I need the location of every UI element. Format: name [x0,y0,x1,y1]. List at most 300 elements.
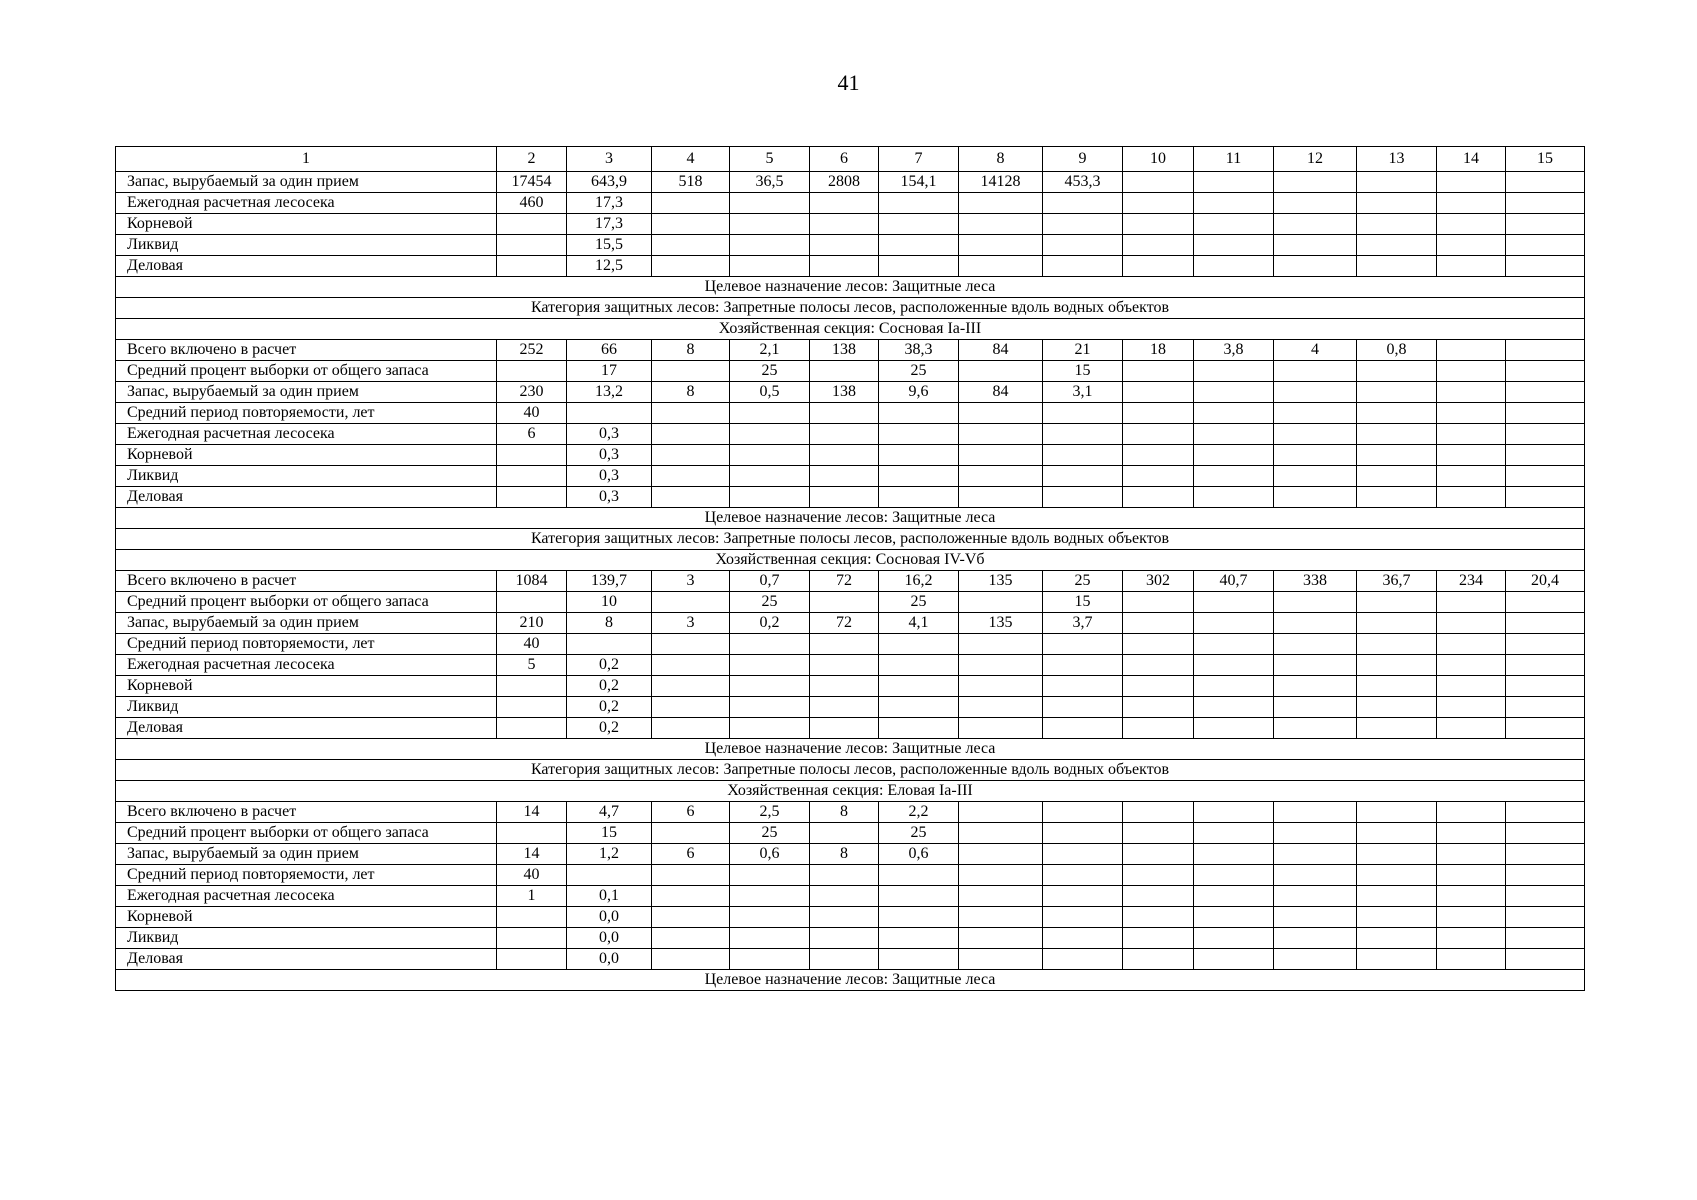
table-cell [959,193,1043,214]
row-label: Деловая [116,256,497,277]
table-cell [1437,592,1506,613]
table-cell [1043,445,1123,466]
section-row [116,781,1585,802]
section-row [116,529,1585,550]
table-cell: 338 [1274,571,1357,592]
table-cell [497,676,567,697]
table-cell [1437,886,1506,907]
table-row [116,655,1585,676]
table-cell [1043,424,1123,445]
table-cell [1194,592,1274,613]
table-cell: 9,6 [879,382,959,403]
table-cell [1123,718,1194,739]
table-row [116,865,1585,886]
column-number: 4 [652,147,730,172]
table-cell: 8 [810,802,879,823]
table-row [116,193,1585,214]
table-row [116,613,1585,634]
row-label: Деловая [116,949,497,970]
table-cell [1506,382,1585,403]
table-cell [959,718,1043,739]
table-cell [652,361,730,382]
table-cell: 0,2 [567,655,652,676]
table-cell [1194,466,1274,487]
section-row [116,298,1585,319]
table-cell: 0,0 [567,949,652,970]
column-number: 3 [567,147,652,172]
table-cell [810,235,879,256]
table-cell [1194,445,1274,466]
table-cell: 66 [567,340,652,361]
table-cell [1357,487,1437,508]
table-cell: 8 [567,613,652,634]
table-cell [652,193,730,214]
table-cell [1043,928,1123,949]
table-cell: 1,2 [567,844,652,865]
table-cell [730,655,810,676]
table-row [116,214,1585,235]
table-cell [1043,256,1123,277]
table-cell: 15 [1043,592,1123,613]
table-cell [1043,214,1123,235]
table-cell [1274,697,1357,718]
table-cell [1123,466,1194,487]
table-cell: 72 [810,613,879,634]
table-cell: 0,3 [567,466,652,487]
table-row [116,592,1585,613]
table-cell: 25 [1043,571,1123,592]
table-cell: 0,2 [730,613,810,634]
row-label: Запас, вырубаемый за один прием [116,613,497,634]
table-cell [1274,466,1357,487]
table-cell: 0,2 [567,676,652,697]
table-cell [1123,424,1194,445]
table-cell [1194,823,1274,844]
table-cell [497,823,567,844]
table-cell [1506,718,1585,739]
row-label: Запас, вырубаемый за один прием [116,382,497,403]
table-cell [1043,655,1123,676]
table-cell [1357,928,1437,949]
table-cell [1506,613,1585,634]
table-cell [1506,907,1585,928]
table-cell [879,487,959,508]
table-cell [652,424,730,445]
table-cell [1437,382,1506,403]
table-cell: 0,2 [567,697,652,718]
table-cell [1357,235,1437,256]
table-cell [1437,172,1506,193]
table-cell [1437,697,1506,718]
row-label: Ликвид [116,466,497,487]
table-cell [879,193,959,214]
table-cell [1506,256,1585,277]
row-label: Корневой [116,445,497,466]
table-cell [1123,676,1194,697]
table-cell [730,487,810,508]
table-cell [1274,172,1357,193]
table-cell [810,592,879,613]
table-row [116,172,1585,193]
table-row [116,340,1585,361]
row-label: Всего включено в расчет [116,340,497,361]
table-cell: 1084 [497,571,567,592]
table-cell: 5 [497,655,567,676]
table-cell: 25 [730,823,810,844]
table-cell [879,907,959,928]
table-cell: 4,1 [879,613,959,634]
table-cell [1194,802,1274,823]
table-cell [730,928,810,949]
table-row [116,823,1585,844]
table-cell [1357,592,1437,613]
table-cell [959,235,1043,256]
table-cell [730,466,810,487]
table-cell [1043,865,1123,886]
table-cell [1357,424,1437,445]
row-label: Ликвид [116,697,497,718]
table-cell: 4,7 [567,802,652,823]
table-cell: 2,5 [730,802,810,823]
table-cell [1123,823,1194,844]
table-cell [959,256,1043,277]
table-cell [497,214,567,235]
section-heading: Целевое назначение лесов: Защитные леса [116,277,1585,298]
table-cell [1043,907,1123,928]
table-cell [652,592,730,613]
table-cell [1123,907,1194,928]
table-cell [1043,949,1123,970]
table-cell: 40 [497,403,567,424]
table-cell: 3,8 [1194,340,1274,361]
table-cell: 210 [497,613,567,634]
table-cell [959,907,1043,928]
row-label: Средний период повторяемости, лет [116,403,497,424]
table-cell [1506,802,1585,823]
table-cell [1357,382,1437,403]
table-cell: 154,1 [879,172,959,193]
table-cell [652,403,730,424]
table-cell: 17,3 [567,214,652,235]
table-row [116,676,1585,697]
table-cell [1357,697,1437,718]
table-cell: 25 [879,361,959,382]
table-cell [1274,361,1357,382]
table-cell [497,697,567,718]
table-cell [1123,928,1194,949]
table-cell [1506,424,1585,445]
table-cell [1506,634,1585,655]
table-cell [1506,403,1585,424]
table-cell [1274,676,1357,697]
table-cell [1123,382,1194,403]
section-row [116,760,1585,781]
table-cell [810,466,879,487]
table-cell [959,949,1043,970]
table-cell [879,424,959,445]
table-cell: 0,8 [1357,340,1437,361]
table-cell: 453,3 [1043,172,1123,193]
table-cell [1274,949,1357,970]
table-cell: 10 [567,592,652,613]
table-cell [810,256,879,277]
table-cell [1194,886,1274,907]
row-label: Всего включено в расчет [116,571,497,592]
table-row [116,361,1585,382]
table-cell [810,949,879,970]
table-cell [1123,361,1194,382]
table-cell [1506,592,1585,613]
table-cell: 36,5 [730,172,810,193]
table-cell: 3,7 [1043,613,1123,634]
table-cell: 2,2 [879,802,959,823]
table-cell: 3,1 [1043,382,1123,403]
table-row [116,949,1585,970]
table-row [116,886,1585,907]
table-cell [810,823,879,844]
table-cell [1274,844,1357,865]
table-cell [879,886,959,907]
table-cell [1194,697,1274,718]
table-cell [1357,823,1437,844]
table-cell: 21 [1043,340,1123,361]
table-cell [1123,634,1194,655]
table-cell [1194,844,1274,865]
table-cell [1274,403,1357,424]
row-label: Ежегодная расчетная лесосека [116,424,497,445]
table-cell [810,634,879,655]
section-heading: Категория защитных лесов: Запретные полосы лесов, расположенные вдоль водных объектов [116,529,1585,550]
table-cell [810,403,879,424]
table-cell [497,949,567,970]
table-cell [730,865,810,886]
table-cell [1274,823,1357,844]
row-label: Средний период повторяемости, лет [116,865,497,886]
table-cell: 38,3 [879,340,959,361]
section-heading: Категория защитных лесов: Запретные полосы лесов, расположенные вдоль водных объектов [116,298,1585,319]
table-cell [730,718,810,739]
table-cell: 139,7 [567,571,652,592]
table-cell [652,907,730,928]
table-cell: 0,3 [567,424,652,445]
table-cell [730,634,810,655]
table-cell [1506,865,1585,886]
table-cell: 20,4 [1506,571,1585,592]
table-cell [959,466,1043,487]
table-cell [1437,718,1506,739]
table-cell [959,361,1043,382]
table-cell: 8 [652,340,730,361]
row-label: Деловая [116,487,497,508]
table-row [116,928,1585,949]
table-cell [1506,193,1585,214]
table-cell: 25 [730,592,810,613]
table-cell: 25 [879,823,959,844]
table-cell [959,697,1043,718]
table-cell [652,676,730,697]
table-cell [652,466,730,487]
table-cell: 18 [1123,340,1194,361]
table-cell [1043,886,1123,907]
table-cell [1437,907,1506,928]
table-cell: 518 [652,172,730,193]
table-cell: 14 [497,802,567,823]
table-cell: 0,7 [730,571,810,592]
column-number: 11 [1194,147,1274,172]
table-cell: 138 [810,340,879,361]
table-cell [730,235,810,256]
row-label: Ежегодная расчетная лесосека [116,655,497,676]
section-row [116,277,1585,298]
table-cell [730,907,810,928]
table-cell [1357,613,1437,634]
table-cell [959,487,1043,508]
table-cell [1194,172,1274,193]
table-cell [652,949,730,970]
table-cell: 138 [810,382,879,403]
table-cell [652,928,730,949]
section-row [116,508,1585,529]
table-cell [652,634,730,655]
table-cell [730,445,810,466]
table-cell [810,445,879,466]
table-cell [1437,193,1506,214]
table-row [116,697,1585,718]
table-cell [1194,655,1274,676]
table-cell: 17454 [497,172,567,193]
table-cell [1274,634,1357,655]
table-cell: 2,1 [730,340,810,361]
table-cell: 0,0 [567,928,652,949]
table-cell [1274,886,1357,907]
table-cell [1437,949,1506,970]
table-cell [879,214,959,235]
table-cell [1194,193,1274,214]
table-cell [1123,445,1194,466]
column-number: 7 [879,147,959,172]
table-cell: 135 [959,571,1043,592]
column-number: 9 [1043,147,1123,172]
table-cell [1274,655,1357,676]
table-cell: 14128 [959,172,1043,193]
table-cell [1437,361,1506,382]
table-cell [879,697,959,718]
table-cell [879,466,959,487]
table-cell: 40 [497,634,567,655]
table-cell [652,445,730,466]
table-cell [1357,214,1437,235]
section-row [116,970,1585,991]
table-cell [1123,214,1194,235]
column-number: 2 [497,147,567,172]
page-number: 41 [837,70,860,95]
table-cell [1437,634,1506,655]
table-cell: 3 [652,613,730,634]
table-cell [1274,235,1357,256]
table-cell [1506,676,1585,697]
table-row [116,256,1585,277]
table-cell [959,214,1043,235]
section-row [116,319,1585,340]
table-cell [1274,487,1357,508]
table-cell [959,403,1043,424]
row-label: Средний процент выборки от общего запаса [116,592,497,613]
table-cell [652,886,730,907]
table-cell [1194,214,1274,235]
row-label: Ежегодная расчетная лесосека [116,193,497,214]
table-row [116,844,1585,865]
table-cell [810,676,879,697]
table-cell [1123,697,1194,718]
column-number: 15 [1506,147,1585,172]
table-cell: 0,2 [567,718,652,739]
table-cell [652,823,730,844]
section-heading: Целевое назначение лесов: Защитные леса [116,508,1585,529]
row-label: Ликвид [116,235,497,256]
table-cell [1437,340,1506,361]
table-cell [1506,214,1585,235]
table-cell [1274,802,1357,823]
column-number: 12 [1274,147,1357,172]
table-cell [1123,256,1194,277]
table-cell [810,886,879,907]
table-cell [652,655,730,676]
table-cell: 6 [497,424,567,445]
table-cell [1123,487,1194,508]
table-cell: 3 [652,571,730,592]
table-cell [497,445,567,466]
table-cell: 0,6 [730,844,810,865]
table-cell [1123,235,1194,256]
section-heading: Целевое назначение лесов: Защитные леса [116,970,1585,991]
table-cell [1357,907,1437,928]
table-cell [497,592,567,613]
table-cell: 15 [1043,361,1123,382]
table-cell [810,361,879,382]
table-cell [1357,172,1437,193]
forest-data-table [115,146,1585,991]
table-cell [879,676,959,697]
table-cell [1274,214,1357,235]
table-cell [1437,613,1506,634]
table-cell [1043,718,1123,739]
table-cell [652,865,730,886]
table-cell: 460 [497,193,567,214]
table-cell [1437,655,1506,676]
table-cell [497,361,567,382]
table-cell [1123,172,1194,193]
table-row [116,718,1585,739]
table-cell [1043,466,1123,487]
table-cell [1194,256,1274,277]
table-cell: 234 [1437,571,1506,592]
table-cell [1274,928,1357,949]
table-cell: 135 [959,613,1043,634]
table-cell [1123,193,1194,214]
column-number: 5 [730,147,810,172]
table-cell [1194,487,1274,508]
table-cell: 13,2 [567,382,652,403]
table-cell [1357,466,1437,487]
table-cell [1123,655,1194,676]
table-row [116,907,1585,928]
row-label: Деловая [116,718,497,739]
column-number: 1 [116,147,497,172]
table-cell: 8 [810,844,879,865]
row-label: Средний процент выборки от общего запаса [116,361,497,382]
table-cell: 2808 [810,172,879,193]
table-cell [567,634,652,655]
